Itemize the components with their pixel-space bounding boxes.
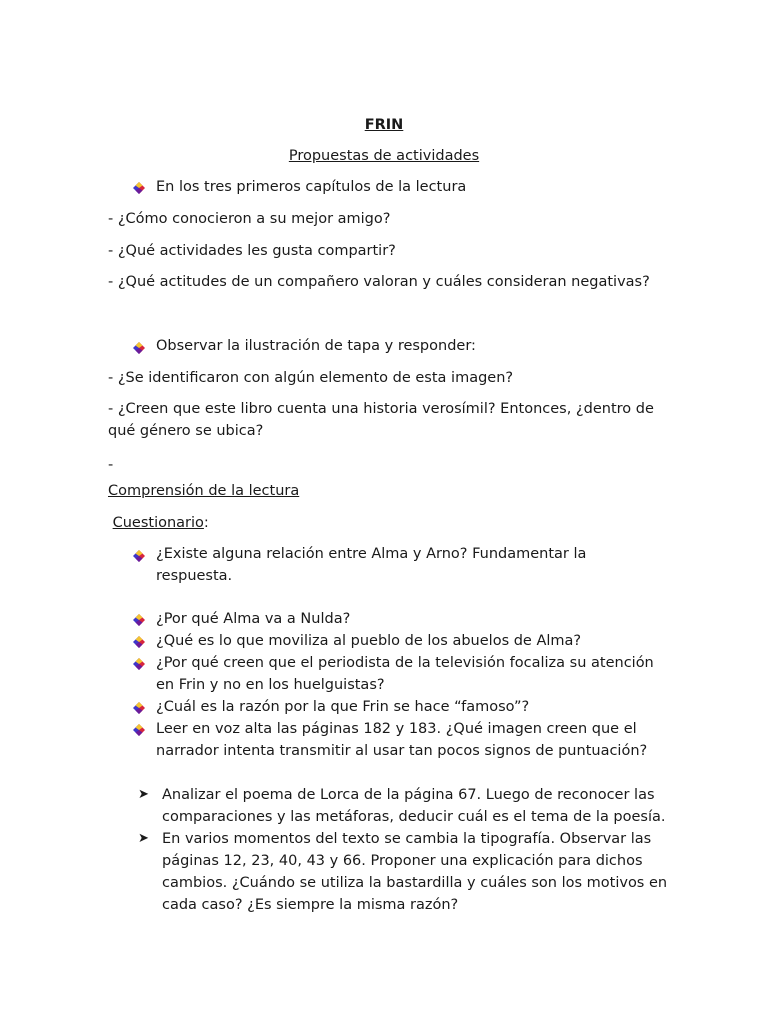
section2-heading: Observar la ilustración de tapa y responder: [156,338,476,354]
activity-lorca-line1: Analizar el poema de Lorca de la página 67. Luego de reconocer las [162,787,655,803]
cuestionario-text: Cuestionario [112,515,204,531]
section2-question-1: - ¿Se identificaron con algún elemento de esta imagen? [108,370,514,386]
colored-bullet-icon [132,723,146,737]
question-periodista-line2: en Frin y no en los huelguistas? [156,677,385,693]
question-alma-arno-line2: respuesta. [156,568,233,584]
section1-question-3: - ¿Qué actitudes de un compañero valoran y cuáles consideran negativas? [108,274,650,290]
activity-tipografia-line3: cambios. ¿Cuándo se utiliza la bastardilla y cuáles son los motivos en [162,875,668,891]
colored-bullet-icon [132,549,146,563]
section1-question-2: - ¿Qué actividades les gusta compartir? [108,243,396,259]
section2-question-2-line2: qué género se ubica? [108,423,264,439]
question-voz-alta-line2: narrador intenta transmitir al usar tan pocos signos de puntuación? [156,743,648,759]
section1-heading: En los tres primeros capítulos de la lectura [156,179,467,195]
activity-tipografia-line2: páginas 12, 23, 40, 43 y 66. Proponer una explicación para dichos [162,853,643,869]
colored-bullet-icon [132,181,146,195]
section1-question-1: - ¿Cómo conocieron a su mejor amigo? [108,211,391,227]
cuestionario-colon: : [203,515,209,531]
section2-question-2-line1: - ¿Creen que este libro cuenta una historia verosímil? Entonces, ¿dentro de [108,401,654,417]
question-nulda: ¿Por qué Alma va a Nulda? [156,611,351,627]
comprension-heading: Comprensión de la lectura [108,483,300,499]
question-pueblo: ¿Qué es lo que moviliza al pueblo de los abuelos de Alma? [156,633,582,649]
stray-dash: - [108,457,114,473]
colored-bullet-icon [132,613,146,627]
colored-bullet-icon [132,341,146,355]
colored-bullet-icon [132,635,146,649]
arrow-bullet-icon: ➤ [138,787,149,802]
cuestionario-label [108,512,209,534]
question-voz-alta-line1: Leer en voz alta las páginas 182 y 183. ¿Qué imagen creen que el [156,721,637,737]
question-alma-arno-line1: ¿Existe alguna relación entre Alma y Arno? Fundamentar la [156,546,587,562]
page-subtitle: Propuestas de actividades [288,148,480,164]
activity-lorca-line2: comparaciones y las metáforas, deducir cuál es el tema de la poesía. [162,809,666,825]
activity-tipografia-line4: cada caso? ¿Es siempre la misma razón? [162,897,459,913]
arrow-bullet-icon: ➤ [138,831,149,846]
question-famoso: ¿Cuál es la razón por la que Frin se hace “famoso”? [156,699,530,715]
question-periodista-line1: ¿Por qué creen que el periodista de la televisión focaliza su atención [156,655,654,671]
activity-tipografia-line1: En varios momentos del texto se cambia la tipografía. Observar las [162,831,652,847]
page-title: FRIN [364,117,404,133]
colored-bullet-icon [132,701,146,715]
colored-bullet-icon [132,657,146,671]
